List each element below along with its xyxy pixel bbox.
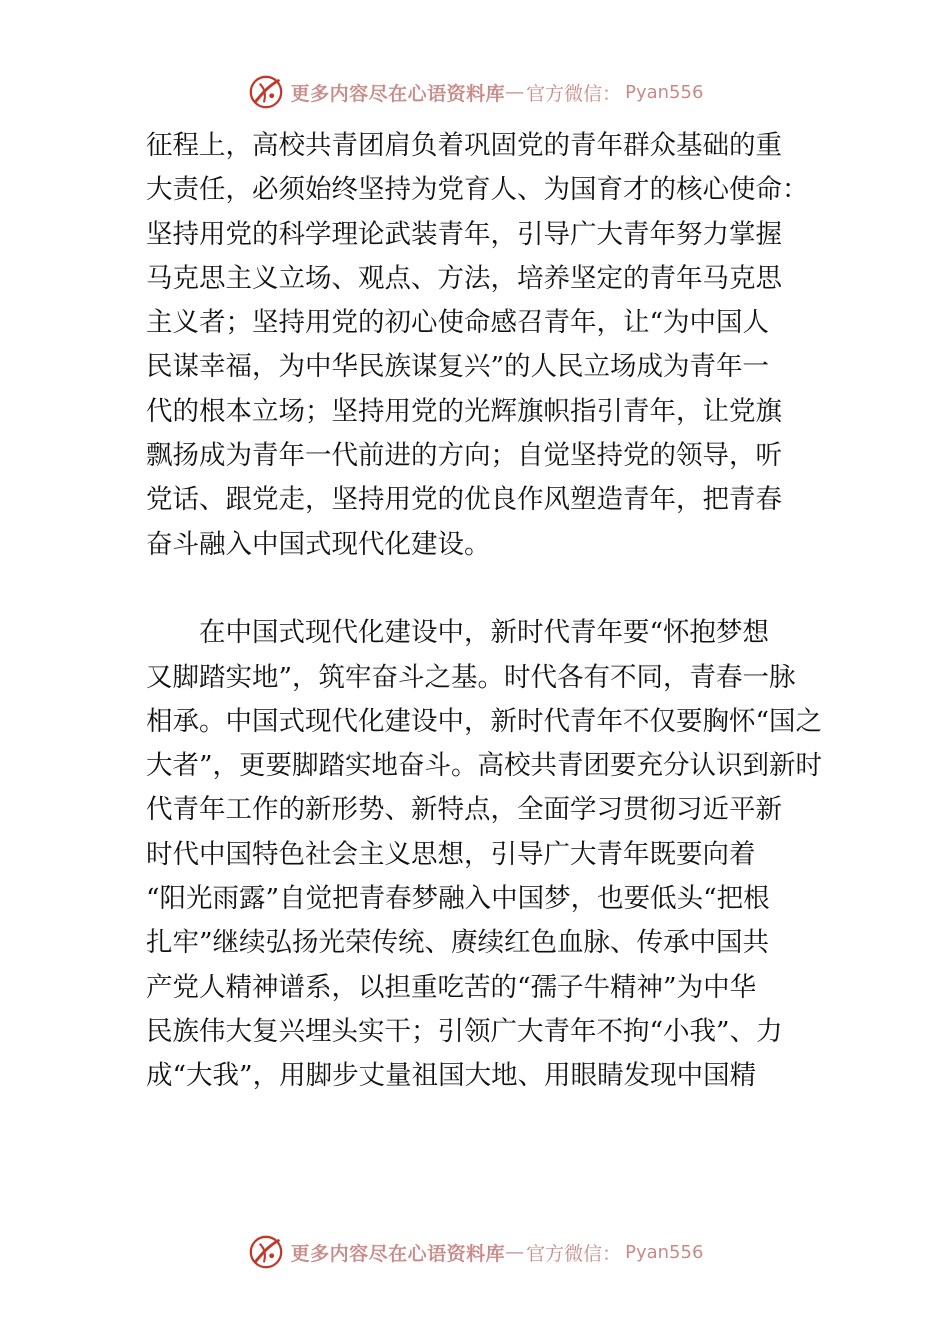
header-wechat-id: Pyan556 — [625, 81, 704, 103]
header-brand-text: 更多内容尽在心语资料库 — [290, 82, 506, 105]
text-line: 主义者；坚持用党的初心使命感召青年，让“为中国人 — [146, 307, 770, 339]
page-header — [0, 72, 950, 112]
text-line: 党话、跟党走，坚持用党的优良作风塑造青年，把青春 — [146, 484, 782, 516]
paragraph-gap — [146, 567, 826, 611]
logo-icon — [247, 1233, 285, 1271]
document-body — [146, 124, 826, 1099]
text-line: 征程上，高校共青团肩负着巩固党的青年群众基础的重 — [146, 130, 782, 161]
text-line: 奋斗融入中国式现代化建设。 — [146, 528, 491, 560]
text-line: 代的根本立场；坚持用党的光辉旗帜指引青年，让党旗 — [146, 395, 782, 427]
text-line: 马克思主义立场、观点、方法，培养坚定的青年马克思 — [146, 262, 782, 294]
footer-brand-text: 更多内容尽在心语资料库 — [290, 1242, 506, 1265]
text-line: 坚持用党的科学理论武装青年，引导广大青年努力掌握 — [146, 218, 782, 250]
text-line: 民族伟大复兴埋头实干；引领广大青年不拘“小我”、力 — [146, 1015, 783, 1047]
text-line: 大者”，更要脚踏实地奋斗。高校共青团要充分认识到新时 — [146, 750, 823, 782]
text-line: 在中国式现代化建设中，新时代青年要“怀抱梦想 — [199, 617, 770, 649]
text-line: 飘扬成为青年一代前进的方向；自觉坚持党的领导，听 — [146, 440, 782, 472]
text-line: 相承。中国式现代化建设中，新时代青年不仅要胸怀“国之 — [146, 705, 823, 737]
paragraph — [146, 124, 826, 567]
header-wechat-label: 官方微信： — [526, 82, 622, 105]
text-line: 又脚踏实地”，筑牢奋斗之基。时代各有不同，青春一脉 — [146, 661, 796, 693]
text-line: “阳光雨露”自觉把青春梦融入中国梦，也要低头“把根 — [146, 883, 770, 915]
text-line: 产党人精神谱系，以担重吃苦的“孺子牛精神”为中华 — [146, 971, 757, 1003]
footer-wechat-label: 官方微信： — [526, 1242, 622, 1265]
footer-wechat-id: Pyan556 — [625, 1241, 704, 1263]
text-line: 成“大我”，用脚步丈量祖国大地、用眼睛发现中国精 — [146, 1060, 757, 1092]
footer-watermark — [247, 1233, 704, 1271]
page-footer — [0, 1232, 950, 1272]
header-separator: — — [505, 81, 525, 103]
text-line: 代青年工作的新形势、新特点，全面学习贯彻习近平新 — [146, 794, 782, 826]
text-line: 扎牢”继续弘扬光荣传统、赓续红色血脉、传承中国共 — [146, 927, 770, 959]
text-line: 大责任，必须始终坚持为党育人、为国育才的核心使命： — [146, 174, 809, 206]
text-line: 民谋幸福，为中华民族谋复兴”的人民立场成为青年一 — [146, 351, 770, 383]
footer-separator: — — [505, 1241, 525, 1263]
text-line: 时代中国特色社会主义思想，引导广大青年既要向着 — [146, 838, 756, 870]
paragraph — [146, 611, 826, 1098]
logo-icon — [247, 73, 285, 111]
header-watermark — [247, 73, 704, 111]
